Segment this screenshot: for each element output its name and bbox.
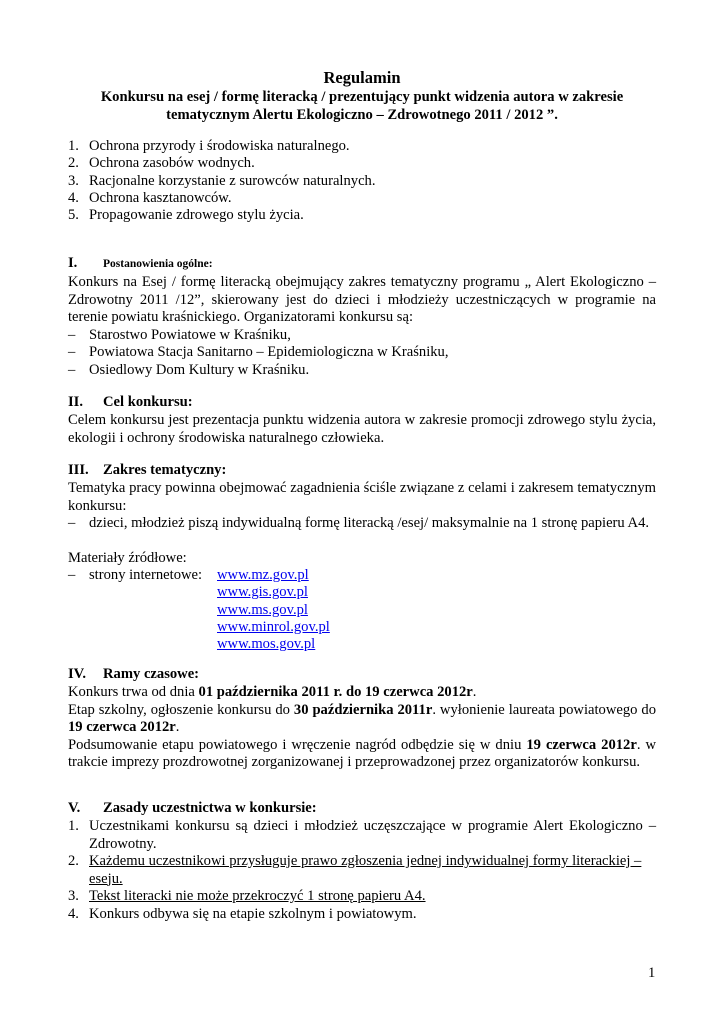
timeframe-line: Etap szkolny, ogłoszenie konkursu do 30 października 2011r. wyłonienie laureata powiatowego do 19 czerwca 2012r. [68,701,656,735]
topic-item: 1. Ochrona przyrody i środowiska naturalnego. [68,138,350,154]
section-heading: V. Zasady uczestnictwa w konkursie: [68,800,317,816]
organizer-item: – Starostwo Powiatowe w Kraśniku, [68,326,291,343]
rule-item: 2. Każdemu uczestnikowi przysługuje prawo zgłoszenia jednej indywidualnej formy literackiej – eseju. [68,853,642,887]
scope-list [68,515,656,533]
rules-list [68,818,656,923]
section-general-provisions [68,255,656,379]
page-number: 1 [648,965,656,981]
section-rules [68,800,656,923]
section-heading: III. Zakres tematyczny: [68,462,227,478]
document-subtitle-line2: tematycznym Alertu Ekologiczno – Zdrowotnego 2011 / 2012 ”. [166,107,558,123]
topic-item: 2. Ochrona zasobów wodnych. [68,155,255,172]
topic-item: 4. Ochrona kasztanowców. [68,189,232,206]
section-timeframe [68,666,656,772]
sources-label: Materiały źródłowe: [68,549,187,566]
timeframe-line: Podsumowanie etapu powiatowego i wręczenie nagród odbędzie się w dniu 19 czerwca 2012r. w trakcie imprezy prozdrowotnej zorganizowanej i przeprowadzonej przez organizatorów konkursu. [68,736,657,770]
organizer-item: – Osiedlowy Dom Kultury w Kraśniku. [68,361,310,378]
section-heading: IV. Ramy czasowe: [68,666,200,682]
topic-item: 5. Propagowanie zdrowego stylu życia. [68,207,304,224]
sources-block: – strony internetowe: www.mz.gov.pl www.gis.gov.pl www.ms.gov.pl www.minrol.gov.pl www.mos.gov.pl [68,567,330,653]
source-link[interactable]: www.ms.gov.pl [217,601,308,618]
section-heading: I. Postanowienia ogólne: [68,255,213,271]
rule-item: 3. Tekst literacki nie może przekroczyć 1 stronę papieru A4. [68,888,426,904]
scope-item: – dzieci, młodzież piszą indywidualną formę literacką /esej/ maksymalnie na 1 stronę papieru A4. [68,515,650,531]
rule-item: 4. Konkurs odbywa się na etapie szkolnym i powiatowym. [68,905,417,922]
document-title: Regulamin [323,68,401,87]
section-paragraph: Tematyka pracy powinna obejmować zagadnienia ściśle związane z celami i zakresem tematycznym konkursu: [68,480,656,514]
timeframe-line: Konkurs trwa od dnia 01 października 2011 r. do 19 czerwca 2012r. [68,684,477,700]
section-paragraph: Celem konkursu jest prezentacja punktu widzenia autora w zakresie promocji zdrowego stylu życia, ekologii i ochrony środowiska naturalnego człowieka. [68,412,656,446]
section-heading: II. Cel konkursu: [68,394,193,410]
section-goal [68,394,656,447]
sources-links [217,567,330,653]
topic-item: 3. Racjonalne korzystanie z surowców naturalnych. [68,172,376,189]
document-subtitle-line1: Konkursu na esej / formę literacką / prezentujący punkt widzenia autora w zakresie [100,89,624,105]
source-link[interactable]: www.minrol.gov.pl [217,618,330,635]
section-paragraph: Konkurs na Esej / formę literacką obejmujący zakres tematyczny programu „ Alert Ekologiczno – Zdrowotny 2011 /12”, skierowany jest do dzieci i młodzieży uczestniczących w programie na terenie powiatu kraśnickiego. Organizatorami konkursu są: [68,274,656,325]
source-link[interactable]: www.mz.gov.pl [217,567,309,583]
organizer-item: – Powiatowa Stacja Sanitarno – Epidemiologiczna w Kraśniku, [68,344,449,360]
organizers-list [68,327,656,380]
sources-item-label: strony internetowe: [89,567,203,583]
topics-list [68,138,376,224]
source-link[interactable]: www.mos.gov.pl [217,636,316,653]
source-link[interactable]: www.gis.gov.pl [217,584,308,601]
section-scope [68,462,656,655]
rule-item: 1. Uczestnikami konkursu są dzieci i młodzież uczęszczające w programie Alert Ekologiczno – Zdrowotny. [68,818,656,852]
title-block [60,68,664,124]
